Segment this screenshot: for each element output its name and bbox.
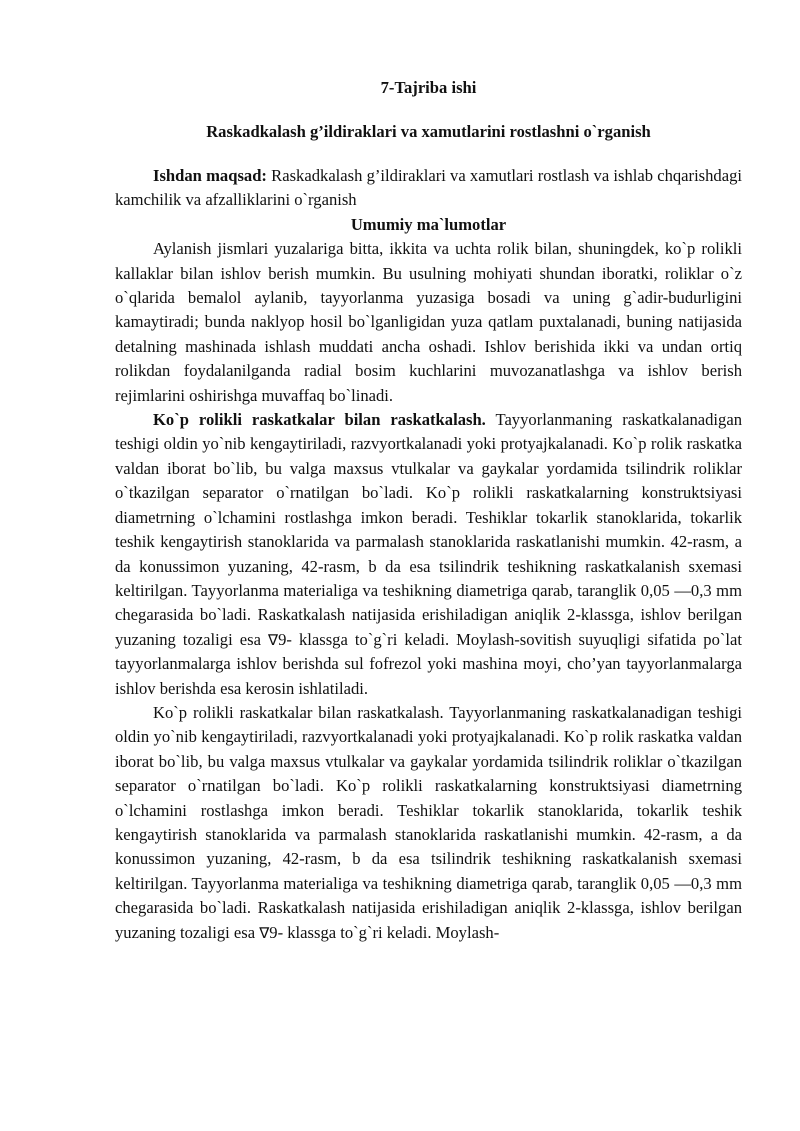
- paragraph-3-text-before: Ko`p rolikli raskatkalar bilan raskatkalash. Tayyorlanmaning raskatkalanadigan teshigi oldin yo`nib kengaytiriladi, razvyortkalanadi yoki protyajkalanadi. Ko`p rolik raskatka valdan iborat bo`lib, bu valga maxsus vtulkalar va gaykalar yordamida tsilindrik roliklar o`tkazilgan separator o`rnatilgan bo`ladi. Ko`p rolikli raskatkalarning konstruktsiyasi diametrning o`lchamini rostlashga imkon beradi. Teshiklar tokarlik stanoklarida, tokarlik teshik kengaytirish stanoklarida va parmalash stanoklarida raskatlanishi mumkin. 42-rasm, a da konussimon yuzaning, 42-rasm, b da esa tsilindrik teshikning raskatkalanish sxemasi keltirilgan. Tayyorlanma materialiga va teshikning diametriga qarab, taranglik 0,05 —0,3 mm chegarasida bo`ladi. Raskatkalash natijasida erishiladigan aniqlik 2-klassga, ishlov berilgan yuzaning tozaligi esa: [115, 702, 742, 942]
- aim-text: Raskadkalash g’ildiraklari va xamutlari rostlash va ishlab chqarishdagi kamchilik va afzalliklarini o`rganish: [115, 166, 743, 210]
- paragraph-3: [115, 701, 742, 945]
- page-title: 7-Tajriba ishi: [380, 78, 477, 97]
- surface-finish-symbol: ∇: [268, 630, 279, 649]
- paragraph-2-lead: Ko`p rolikli raskatkalar bilan raskatkalash.: [153, 410, 486, 430]
- aim-label: Ishdan maqsad:: [153, 166, 267, 185]
- paragraph-2-text-after: 9- klassga to`g`ri keladi. Moylash-sovitish suyuqligi sifatida po`lat tayyorlanmalarga ishlov berishda sul fofrezol yoki mashina moyi, cho’yan tayyorlanmalarga ishlov berishda esa kerosin ishlatiladi.: [115, 629, 742, 698]
- document-body: [115, 164, 742, 945]
- paragraph-2-text-before: Tayyorlanmaning raskatkalanadigan teshigi oldin yo`nib kengaytiriladi, razvyortkalanadi yoki protyajkalanadi. Ko`p rolik raskatka valdan iborat bo`lib, bu valga maxsus vtulkalar va gaykalar yordamida tsilindrik roliklar o`tkazilgan separator o`rnatilgan bo`ladi. Ko`p rolikli raskatkalarning konstruktsiyasi diametrning o`lchamini rostlashga imkon beradi. Teshiklar tokarlik stanoklarida, tokarlik teshik kengaytirish stanoklarida va parmalash stanoklarida raskatlanishi mumkin. 42-rasm, a da konussimon yuzaning, 42-rasm, b da esa tsilindrik teshikning raskatkalanish sxemasi keltirilgan. Tayyorlanma materialiga va teshikning diametriga qarab, taranglik 0,05 —0,3 mm chegarasida bo`ladi. Raskatkalash natijasida erishiladigan aniqlik 2-klassga, ishlov berilgan yuzaning tozaligi esa: [115, 410, 742, 649]
- surface-finish-symbol: ∇: [259, 923, 270, 942]
- section-heading: Umumiy ma`lumotlar: [350, 214, 507, 234]
- page-subtitle: Raskadkalash g’ildiraklari va xamutlarini rostlashni o`rganish: [206, 122, 651, 141]
- paragraph-3-text-after: 9- klassga to`g`ri keladi. Moylash-: [269, 922, 500, 942]
- aim-paragraph: [115, 164, 742, 213]
- paragraph-1: Aylanish jismlari yuzalariga bitta, ikkita va uchta rolik bilan, shuningdek, ko`p rolikli kallaklar bilan ishlov berish mumkin. Bu usulning mohiyati shundan iboratki, roliklar o`z o`qlarida bemalol aylanib, tayyorlanma yuzasiga bosadi va uning g`adir-budurligini kamaytiradi; bunda naklyop hosil bo`lganligidan yuza qatlam puxtalanadi, buning natijasida detalning mashinada ishlash muddati ancha oshadi. Ishlov berishida ikki va undan ortiq rolikdan foydalanilganda radial bosim kuchlarini muvozanatlashga va ishlov berish rejimlarini oshirishga muvaffaq bo`linadi.: [115, 239, 742, 405]
- paragraph-2: [115, 408, 742, 701]
